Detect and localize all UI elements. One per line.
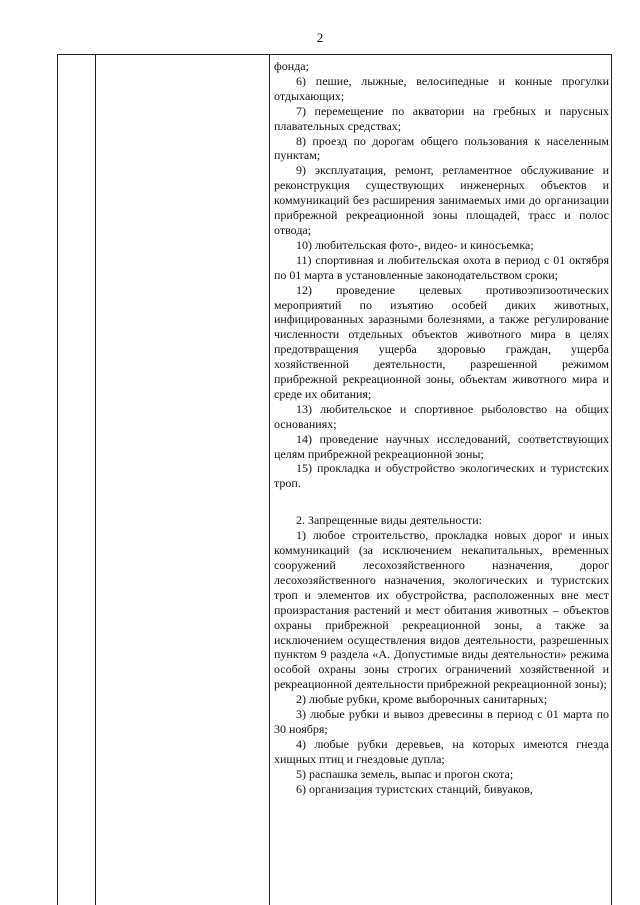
paragraph: фонда; — [274, 59, 309, 73]
paragraph: 5) распашка земель, выпас и прогон скота; — [296, 766, 514, 781]
section-gap — [274, 491, 609, 513]
column-divider-1 — [95, 55, 96, 905]
document-table — [57, 54, 612, 905]
paragraph: 12) проведение целевых противоэпизоотических мероприятий по изъятию особей диких животных, инфицированных заразными болезнями, а также регулирование численности отдельных объектов животного мира в целях предотвращения ущерба здоровью граждан, ущерба хозяйственной деятельности, разрешенной режимом прибрежной рекреационной зоны, объектам животного мира и среде их обитания; — [274, 282, 609, 401]
paragraph: 7) перемещение по акватории на гребных и парусных плавательных средствах; — [274, 103, 609, 133]
paragraph: 1) любое строительство, прокладка новых дорог и иных коммуникаций (за исключением некапитальных, временных сооружений лесохозяйственного назначения, дорог лесохозяйственного назначения, экологических и туристских троп и элементов их обустройства, расположенных вне мест произрастания растений и мест обитания животных – объектов охраны прибрежной рекреационной зоны, а также за исключением осуществления видов деятельности, разрешенных пунктом 9 раздела «А. Допустимые виды деятельности» режима особой охраны зоны строгих ограничений хозяйственной и рекреационной деятельности прибрежной рекреационной зоны); — [274, 528, 609, 692]
paragraph: 3) любые рубки и вывоз древесины в период с 01 марта по 30 ноября; — [274, 707, 609, 736]
regime-text-cell — [274, 59, 609, 797]
paragraph: 14) проведение научных исследований, соответствующих целям прибрежной рекреационной зоны; — [274, 431, 609, 461]
paragraph: 8) проезд по дорогам общего пользования к населенным пунктам; — [274, 133, 609, 163]
paragraph: 6) организация туристских станций, бивуаков, — [296, 781, 533, 796]
paragraph: 4) любые рубки деревьев, на которых имеются гнезда хищных птиц и гнездовые дупла; — [274, 736, 609, 766]
paragraph: 9) эксплуатация, ремонт, регламентное обслуживание и реконструкция существующих инженерных объектов и коммуникаций без расширения занимаемых ими до организации прибрежной рекреационной зоны площадей, трасс и полос отвода; — [274, 163, 609, 237]
paragraph: 11) спортивная и любительская охота в период с 01 октября по 01 марта в установленные законодательством сроки; — [274, 252, 609, 282]
paragraph: 6) пешие, лыжные, велосипедные и конные прогулки отдыхающих; — [274, 73, 609, 103]
paragraph: 2) любые рубки, кроме выборочных санитарных; — [296, 692, 548, 707]
paragraph: 10) любительская фото-, видео- и киносъемка; — [296, 237, 534, 252]
paragraph: 15) прокладка и обустройство экологических и туристских троп. — [274, 461, 609, 491]
page-number: 2 — [316, 30, 324, 45]
paragraph: 13) любительское и спортивное рыболовство на общих основаниях; — [274, 401, 609, 431]
column-divider-2 — [269, 55, 270, 905]
section-heading: 2. Запрещенные виды деятельности: — [296, 513, 483, 528]
